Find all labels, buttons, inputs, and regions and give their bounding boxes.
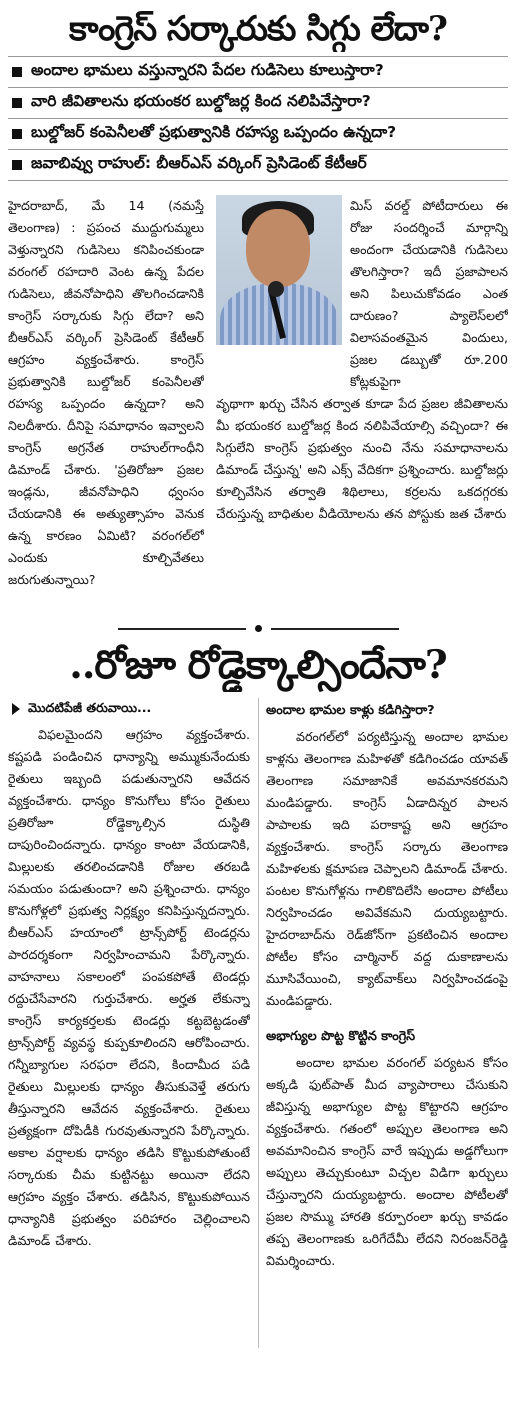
- story-two-right-text-1: వరంగల్‌లో పర్యటిస్తున్న అందాల భామల కాళ్లను తెలంగాణ మహిళతో కడిగించడం యావత్ తెలంగాణ సమాజానికే అవమానకరమని మండిపడ్డారు. కాంగ్రెస్ ఏడాదిన్నర పాలన పాపాలకు ఇది పరాకాష్ట అని ఆగ్రహం వ్యక్తంచేశారు. కాంగ్రెస్ సర్కారు తెలంగాణ మహిళలకు క్షమాపణ చెప్పాలని డిమాండ్ చేశారు. పంటల కొనుగోళ్లను గాలికొదిలేసి అందాల పోటీలు నిర్వహించడం అవివేకమని దుయ్యబట్టారు. హైదరాబాద్‌ను రెడ్‌జోన్‌గా ప్రకటించిన అందాల పోటీల కోసం చార్మినార్ వద్ద దుకాణాలను మూసివేయించి, క్యాట్‌వాక్‌లు నిర్వహించడంపై మండిపడ్డారు.: [266, 729, 508, 1008]
- story-one-right-bottom-text: వృథాగా ఖర్చు చేసిన తర్వాత కూడా పేద ప్రజల జీవితాలను మీ భయంకర బుల్డోజర్ల కింద నలిపివేయాల్సి వచ్చిందా? ఈ సిగ్గులేని కాంగ్రెస్ ప్రభుత్వం నుంచి నేను సమాధానాలను డిమాండ్ చేస్తున్న' అని ఎక్స్ వేదికగా ప్రశ్నించారు. బుల్డోజర్లు కూల్చివేసిన తర్వాతి శిథిలాలు, కర్రలను ఒకదగ్గరకు చేరుస్తున్న బాధితుల వీడియోలను తన పోస్టుకు జత చేశారు: [216, 396, 508, 521]
- story-two-left-column: [8, 698, 250, 1348]
- story-two-left-text: విఫలమైందని ఆగ్రహం వ్యక్తంచేశారు. కష్టపడి పండించిన ధాన్యాన్ని అమ్ముకునేందుకు రైతులు ఇబ్బంది పడుతున్నారని ఆవేదన వ్యక్తంచేశారు. ధాన్యం కొనుగోలు కోసం రైతులు ప్రతిరోజూ రోడ్డెక్కాల్సిన దుస్థితి దాపురించిందన్నారు. ధాన్యం కాంటా వేయడానికి, మిల్లులకు తరలించడానికి రోజుల తరబడి సమయం పడుతుందా? అని ప్రశ్నించారు. ధాన్యం కొనుగోళ్లలో ప్రభుత్వ నిర్లక్ష్యం కనిపిస్తున్నదన్నారు. బీఆర్ఎస్ హయాంలో ట్రాన్స్‌పోర్ట్ టెండర్లను పారదర్శకంగా నిర్వహించామని పేర్కొన్నారు. వాహనాలు సకాలంలో పంపకపోతే టెండర్లు రద్దుచేసేవారని గుర్తుచేశారు. అర్హత లేకున్నా కాంగ్రెస్ కార్యకర్తలకు టెండర్లు కట్టబెట్టడంతో ట్రాన్స్‌పోర్ట్ వ్యవస్థ కుప్పకూలిందని ఆరోపించారు. గన్నీబ్యాగుల సరఫరా లేదని, కిందామీద పడి రైతులు మిల్లులకు ధాన్యం తీసుకువెళ్తే తరుగు తీస్తున్నారని ఆవేదన వ్యక్తంచేశారు. రైతులు ప్రత్యక్షంగా దోపిడీకి గురవుతున్నారని పేర్కొన్నారు. అకాల వర్షాలకు ధాన్యం తడిసి కొట్టుకుపోతుంటే సర్కారుకు చీమ కుట్టినట్టు అయినా లేదని ఆగ్రహం వ్యక్తం చేశారు. తడిసిన, కొట్టుకుపోయిన ధాన్యానికి ప్రభుత్వం పరిహారం చెల్లించాలని డిమాండ్ చేశారు.: [8, 727, 250, 1248]
- bullet-item: [8, 119, 508, 150]
- continued-label: [8, 698, 250, 720]
- story-one-right-top: [216, 195, 508, 393]
- column-rule: [258, 698, 259, 1348]
- bullet-item: [8, 88, 508, 119]
- bullet-text: వారి జీవితాలను భయంకర బుల్డోజర్ల కింద నలిపివేస్తారా?: [31, 92, 371, 110]
- square-bullet-icon: [12, 67, 22, 77]
- story-one-left-column: హైదరాబాద్, మే 14 (నమస్తే తెలంగాణ) : ప్రపంచ ముద్దుగుమ్మలు వెళ్తున్నారని గుడిసెలు కనిపించకుండా వరంగల్ రహదారి వెంట ఉన్న పేదల గుడిసెలు, జీవనోపాధిని తొలగించడానికి కాంగ్రెస్ సర్కారుకు సిగ్గు లేదా? అని బీఆర్ఎస్ వర్కింగ్ ప్రెసిడెంట్ కేటీఆర్ ఆగ్రహం వ్యక్తంచేశారు. కాంగ్రెస్ ప్రభుత్వానికి బుల్డోజర్ కంపెనీలతో రహస్య ఒప్పందం ఉన్నదా? అని నిలదీశారు. దీనిపై సమాధానం ఇవ్వాలని కాంగ్రెస్ అగ్రనేత రాహుల్‌గాంధీని డిమాండ్ చేశారు. 'ప్రతిరోజూ ప్రజల ఇండ్లను, జీవనోపాధిని ధ్వంసం చేయడానికి ఈ అత్యుత్సాహం వెనుక ఉన్న కారణం ఏమిటి? వరంగల్‌లో ఎందుకు కూల్చివేతలు జరుగుతున్నాయి?: [8, 198, 204, 587]
- square-bullet-icon: [12, 160, 22, 170]
- speaker-photo: [216, 195, 342, 345]
- bullet-text: అందాల భామలు వస్తున్నారని పేదల గుడిసెలు కూలుస్తారా?: [31, 61, 384, 79]
- section-divider: [8, 625, 508, 632]
- divider-dot-icon: [255, 625, 262, 632]
- story-one-right-column: [216, 195, 508, 615]
- bullet-item: [8, 56, 508, 88]
- main-headline: కాంగ్రెస్ సర్కారుకు సిగ్గు లేదా?: [69, 9, 447, 49]
- continued-text: మొదటిపేజీ తరువాయి...: [28, 699, 152, 715]
- bullet-item: [8, 150, 508, 181]
- subheading-livelihoods: అభాగ్యుల పొట్ట కొట్టిన కాంగ్రెస్: [266, 1029, 416, 1044]
- triangle-right-icon: [12, 703, 20, 715]
- story-one: [8, 195, 508, 615]
- story-two-right-column: [266, 698, 508, 1348]
- square-bullet-icon: [12, 129, 22, 139]
- highlight-bullets: [8, 56, 508, 181]
- story-one-right-top-text: మిస్ వరల్డ్ పోటీదారులు ఈ రోజు సందర్శించే మార్గాన్ని అందంగా చేయడానికి గుడిసెలు తొలగిస్తారా? ఇదీ ప్రజాపాలన అని పిలుచుకోవడం ఎంత దారుణం? ప్యాలెస్‌లలో విలాసవంతమైన విందులు, ప్రజల డబ్బుతో రూ.200 కోట్లకుపైగా: [350, 198, 508, 389]
- story-two: [8, 698, 508, 1348]
- square-bullet-icon: [12, 98, 22, 108]
- bullet-text: బుల్డోజర్ కంపెనీలతో ప్రభుత్వానికి రహస్య ఒప్పందం ఉన్నదా?: [31, 123, 397, 141]
- subheading-feet-washing: అందాల భామల కాళ్లు కడిగిస్తారా?: [266, 703, 435, 718]
- story-two-right-text-2: అందాల భామల వరంగల్ పర్యటన కోసం అక్కడి ఫుట్‌పాత్ మీద వ్యాపారాలు చేసుకుని జీవిస్తున్న అభాగ్యుల పొట్ట కొట్టారని ఆగ్రహం వ్యక్తంచేశారు. గతంలో అప్పుల తెలంగాణ అని అవమానించిన కాంగ్రెస్ వారే ఇప్పుడు అడ్డగోలుగా అప్పులు తెచ్చుకుంటూ విచ్చల విడిగా ఖర్చులు చేస్తున్నారని దుయ్యబట్టారు. అందాల పోటీలతో ప్రజల సొమ్ము హారతి కర్పూరంలా ఖర్చు కావడం తప్ప తెలంగాణకు ఒరిగేదేమీ లేదని నిరంజన్‌రెడ్డి విమర్శించారు.: [266, 1055, 508, 1268]
- second-headline: ..రోజూ రోడ్డెక్కాల్సిందేనా?: [69, 642, 447, 688]
- bullet-text: జవాబివ్వు రాహుల్: బీఆర్ఎస్ వర్కింగ్ ప్రెసిడెంట్ కేటీఆర్: [31, 154, 367, 172]
